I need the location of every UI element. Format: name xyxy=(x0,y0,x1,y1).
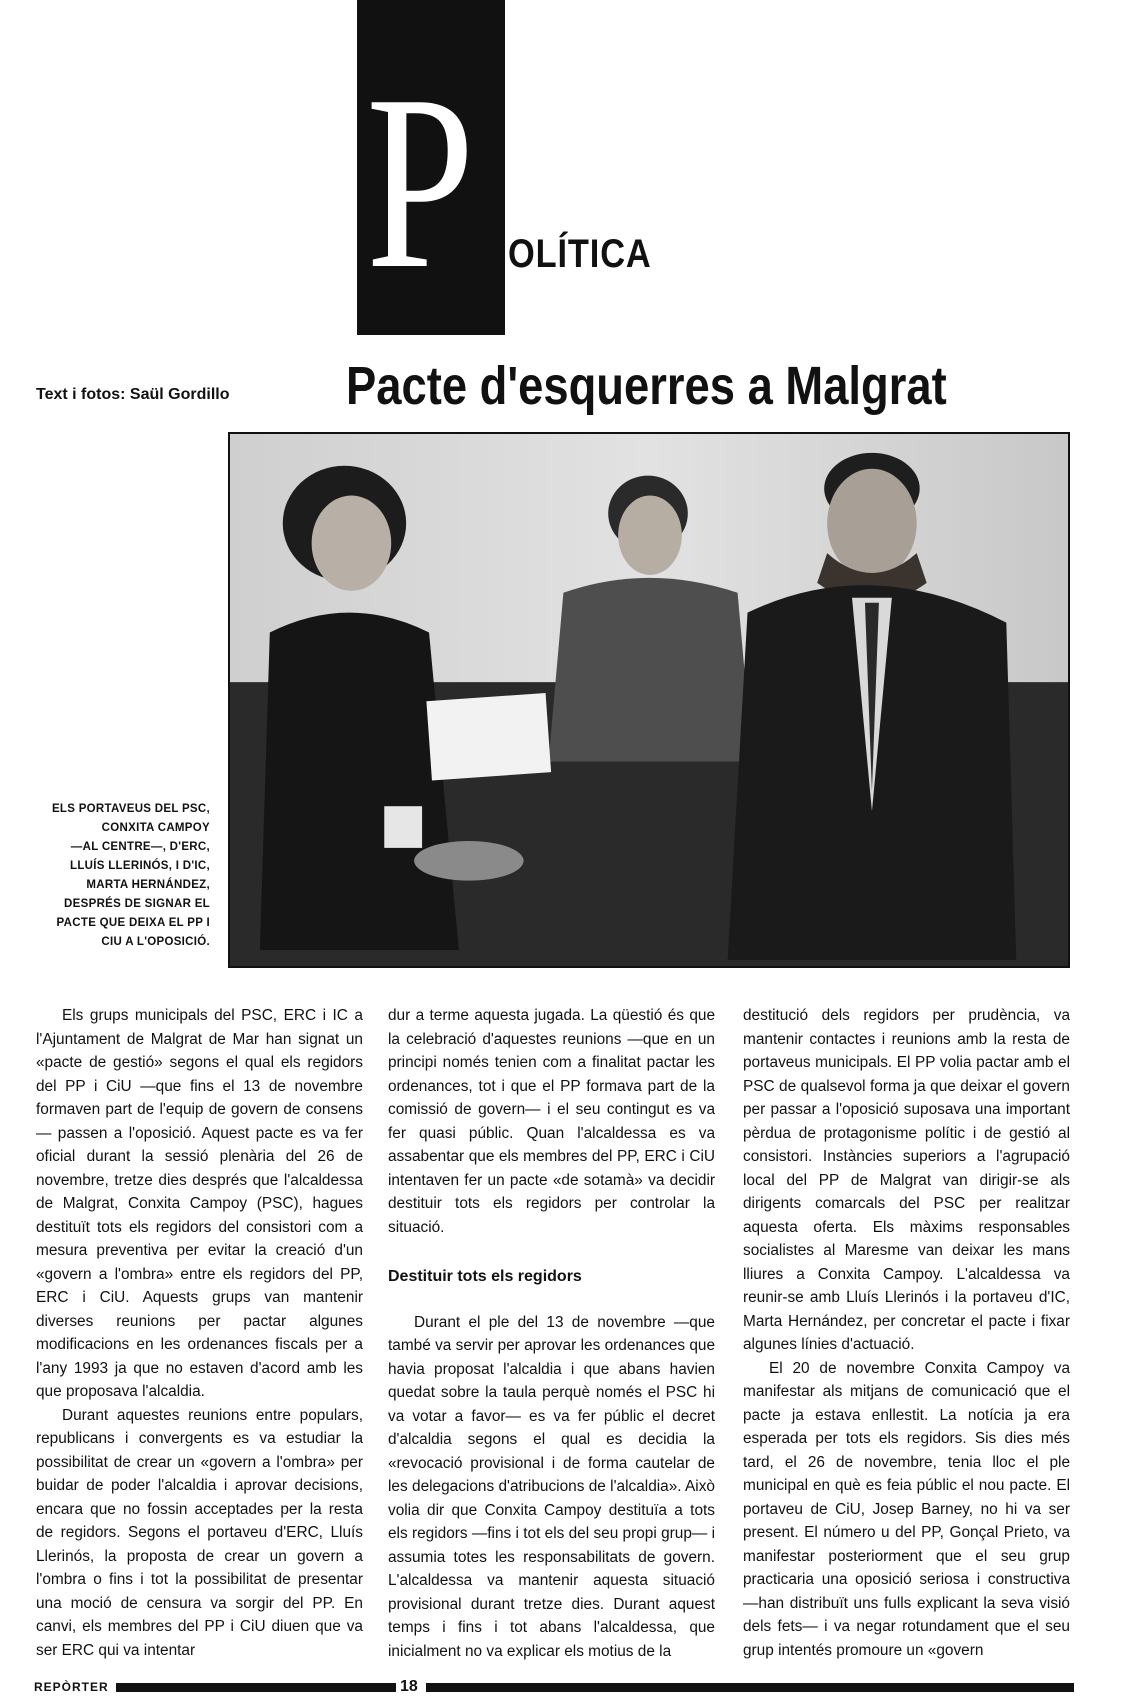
page-footer xyxy=(34,1680,1074,1696)
paragraph: Durant aquestes reunions entre populars, republicans i convergents es va estudiar la possibilitat de crear un «govern a l'ombra» per buidar de poder l'alcaldia i aprovar decisions, encara que no fossin acceptades per la resta de regidors. Segons el portaveu d'ERC, Lluís Llerinós, la proposta de crear un govern a l'ombra o fins i tot la possibilitat de presentar una moció de censura va sorgir del PP. En canvi, els membres del PP i CiU diuen que va ser ERC qui va intentar xyxy=(36,1406,363,1659)
article-headline: Pacte d'esquerres a Malgrat xyxy=(346,356,947,416)
article-credit: Text i fotos: Saül Gordillo xyxy=(36,386,230,403)
paragraph: destitució dels regidors per prudència, va mantenir contactes i reunions amb la resta de portaveus municipals. El PP volia pactar amb el PSC de qualsevol forma ja que deixar el govern per passar a l'oposició suposava una important pèrdua de protagonisme polític i de gestió al consistori. Instàncies superiors a l'agrupació local del PP de Malgrat van dirigir-se als dirigents comarcals del PSC per realitzar aquesta oferta. Els màxims responsables socialistes al Maresme van deixar les mans lliures a Conxita Campoy. L'alcaldessa va reunir-se amb Lluís Llerinós i la portaveu d'IC, Marta Hernández, per concretar el pacte i fixar algunes línies d'actuació. xyxy=(743,1007,1070,1353)
body-column-1 xyxy=(36,1004,363,1662)
photo-illustration xyxy=(230,434,1068,966)
body-column-2 xyxy=(388,1004,715,1663)
caption-line: PACTE QUE DEIXA EL PP I xyxy=(56,917,210,929)
caption-line: MARTA HERNÁNDEZ, xyxy=(86,879,210,891)
caption-line: CIU A L'OPOSICIÓ. xyxy=(101,936,210,948)
footer-rule xyxy=(116,1683,396,1692)
paragraph: Durant el ple del 13 de novembre —que també va servir per aprovar les ordenances que havia proposat l'alcaldia i que abans havien quedat sobre la taula perquè només el PSC hi va votar a favor— es va fer públic el decret d'alcaldia segons el qual es decidia la «revocació provisional i de forma cautelar de les delegacions d'atribucions de l'alcaldia». Això volia dir que Conxita Campoy destituïa a tots els regidors —fins i tot els del seu propi grup— i assumia totes les responsabilitats de govern. L'alcaldessa va mantenir aquesta situació provisional durant tretze dies. Durant aquest temps i fins i tot abans l'alcaldessa, que inicialment no va explicar els motius de la xyxy=(388,1313,715,1660)
caption-line: ELS PORTAVEUS DEL PSC, xyxy=(51,803,210,815)
photo-caption xyxy=(30,800,210,952)
body-column-3 xyxy=(743,1004,1070,1662)
caption-line: DESPRÉS DE SIGNAR EL xyxy=(64,898,210,910)
article-photo xyxy=(228,432,1070,968)
paragraph: Els grups municipals del PSC, ERC i IC a l'Ajuntament de Malgrat de Mar han signat un «pacte de gestió» segons el qual els regidors del PP i CiU —que fins el 13 de novembre formaven part de l'equip de govern de consens— passen a l'oposició. Aquest pacte es va fer oficial durant la sessió plenària del 26 de novembre, tretze dies després que l'alcaldessa de Malgrat, Conxita Campoy (PSC), hagues destituït tots els regidors del consistori com a mesura preventiva per evitar la creació d'un «govern a l'ombra» entre els regidors del PP, ERC i CiU. Aquests grups van mantenir diverses reunions per pactar algunes modificacions en les ordenances fiscals per a l'any 1993 ja que no estaven d'acord amb les que proposava l'alcaldia. xyxy=(36,1007,363,1400)
subheading: Destituir tots els regidors xyxy=(388,1268,582,1285)
caption-line: —AL CENTRE—, D'ERC, xyxy=(70,841,210,853)
section-title: OLÍTICA xyxy=(508,232,652,276)
paragraph: El 20 de novembre Conxita Campoy va manifestar als mitjans de comunicació que el pacte ja estava enllestit. La notícia ja era esperada per tots els regidors. Sis dies més tard, el 26 de novembre, tenia lloc el ple municipal en què es feia públic el nou pacte. El portaveu de CiU, Josep Barney, no hi va ser present. El número u del PP, Gonçal Prieto, va manifestar posteriorment que el seu grup practicaria una oposició seriosa i constructiva —han distribuït uns fulls explicant la seva visió dels fets— i va negar rotundament que el seu grup intentés promoure un «govern xyxy=(743,1359,1070,1659)
footer-brand: REPÒRTER xyxy=(34,1680,109,1694)
caption-line: LLUÍS LLERINÓS, I D'IC, xyxy=(70,860,210,872)
dropcap-letter: P xyxy=(366,44,475,321)
footer-rule xyxy=(426,1683,1074,1692)
caption-line: CONXITA CAMPOY xyxy=(101,822,210,834)
paragraph: dur a terme aquesta jugada. La qüestió és que la celebració d'aquestes reunions —que en un principi només tenien com a finalitat pactar les ordenances, tot i que el PP formava part de la comissió de govern— i el seu contingut es va fer quasi públic. Quan l'alcaldessa es va assabentar que els membres del PP, ERC i CiU intentaven fer un pacte «de sotamà» va decidir destituir tots els regidors per controlar la situació. xyxy=(388,1007,715,1236)
page-number: 18 xyxy=(400,1678,418,1695)
